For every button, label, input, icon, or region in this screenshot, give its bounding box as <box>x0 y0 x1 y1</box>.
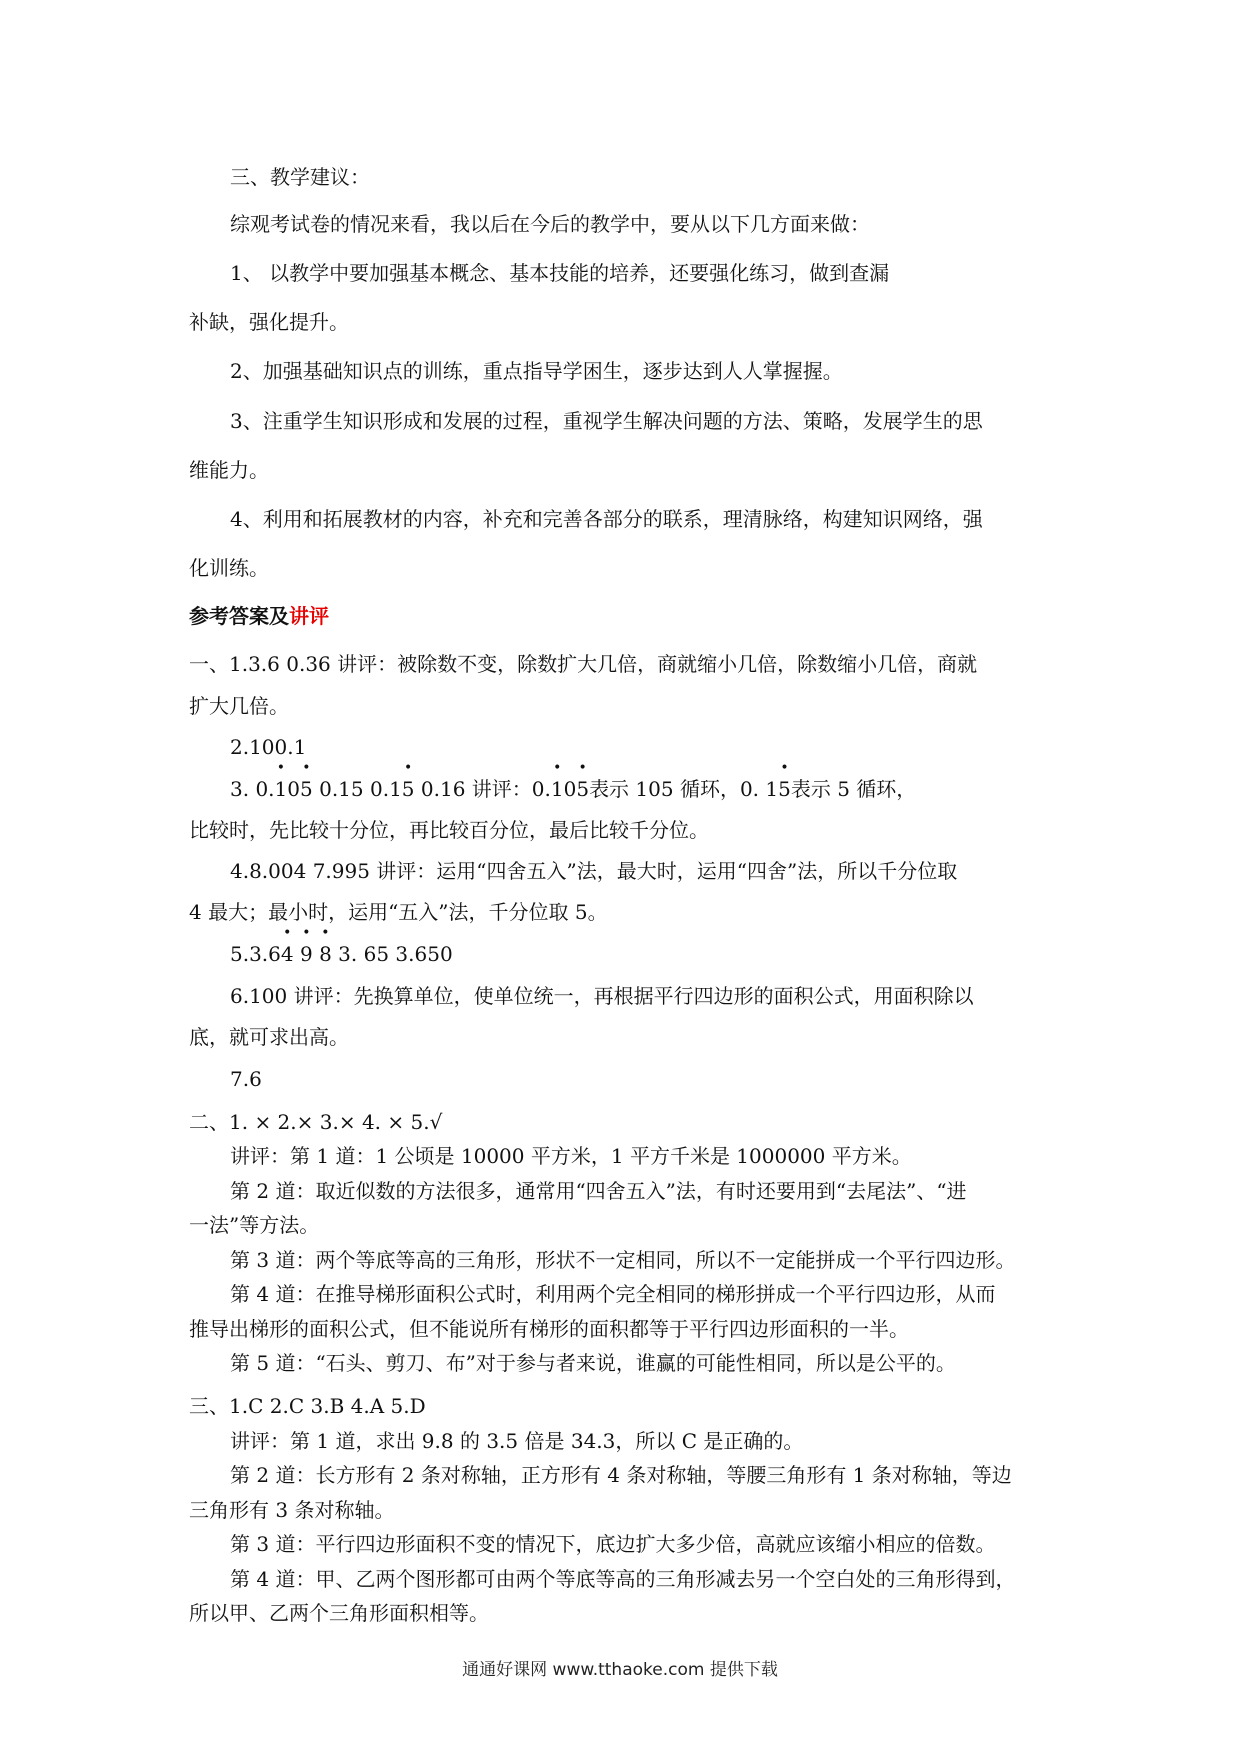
answer-1-1: 一、1.3.6 0.36 讲评：被除数不变，除数扩大几倍，商就缩小几倍，除数缩小几倍，商就 <box>189 652 978 676</box>
teaching-item-1-cont: 补缺，强化提升。 <box>189 310 349 334</box>
answer-1-4-cont: 4 最大；最小时，运用“五入”法，千分位取 5。 <box>189 900 608 924</box>
answer-3-comment-2-cont: 三角形有 3 条对称轴。 <box>189 1498 395 1522</box>
answer-1-3-text: 0 <box>563 777 577 801</box>
teaching-item-3-cont: 维能力。 <box>189 458 269 482</box>
page-footer: 通通好课网 www.tthaoke.com 提供下载 <box>462 1660 778 1680</box>
answer-1-3-text: 表示 105 循环，0. 1 <box>589 777 779 801</box>
answer-1-4: 4.8.004 7.995 讲评：运用“四舍五入”法，最大时，运用“四舍”法，所以千分位取 <box>230 859 958 883</box>
answer-2-comment-2: 第 2 道：取近似数的方法很多，通常用“四舍五入”法，有时还要用到“去尾法”、“进 <box>230 1179 967 1203</box>
teaching-intro: 综观考试卷的情况来看，我以后在今后的教学中，要从以下几方面来做： <box>230 212 870 236</box>
answer-3-comment-4: 第 4 道：甲、乙两个图形都可由两个等底等高的三角形减去另一个空白处的三角形得到， <box>230 1567 1016 1591</box>
answer-1-5-text: 3. 65 3.650 <box>331 942 453 966</box>
answer-2-key: 二、1. × 2.× 3.× 4. × 5.√ <box>189 1110 443 1134</box>
answers-title <box>189 602 329 630</box>
answer-2-comment-2-cont: 一法”等方法。 <box>189 1213 320 1237</box>
repeating-digit: • 5 <box>402 775 415 803</box>
answer-2-comment-4-cont: 推导出梯形的面积公式，但不能说所有梯形的面积都等于平行四边形面积的一半。 <box>189 1317 909 1341</box>
answer-1-3-text: 1 <box>389 777 402 801</box>
answer-1-2: 2.100.1 <box>230 735 307 759</box>
answer-3-comment-4-cont: 所以甲、乙两个三角形面积相等。 <box>189 1601 489 1625</box>
answers-title-black: 参考答案及 <box>189 604 289 628</box>
teaching-item-4-cont: 化训练。 <box>189 556 269 580</box>
repeating-digit: • 9 <box>300 940 313 968</box>
answer-1-3-text: 3. 0. <box>230 777 275 801</box>
teaching-item-4: 4、利用和拓展教材的内容，补充和完善各部分的联系，理清脉络，构建知识网络，强 <box>230 507 983 531</box>
answers-title-red: 讲评 <box>289 604 329 628</box>
repeating-digit: • 5 <box>576 775 589 803</box>
repeating-digit: • 5 <box>778 775 791 803</box>
repeating-digit: • 5 <box>300 775 313 803</box>
answer-1-5-text: 5.3.6 <box>230 942 281 966</box>
repeating-digit: • 1 <box>275 775 288 803</box>
answer-1-6-cont: 底，就可求出高。 <box>189 1025 349 1049</box>
teaching-item-3: 3、注重学生知识形成和发展的过程，重视学生解决问题的方法、策略，发展学生的思 <box>230 409 983 433</box>
answer-1-3-text: 0.15 0. <box>312 777 390 801</box>
answer-2-comment-5: 第 5 道：“石头、剪刀、布”对于参与者来说，谁赢的可能性相同，所以是公平的。 <box>230 1351 956 1375</box>
answer-1-6: 6.100 讲评：先换算单位，使单位统一，再根据平行四边形的面积公式，用面积除以 <box>230 984 974 1008</box>
answer-3-comment-3: 第 3 道：平行四边形面积不变的情况下，底边扩大多少倍，高就应该缩小相应的倍数。 <box>230 1532 996 1556</box>
answer-1-3 <box>230 775 916 803</box>
answer-1-3-cont: 比较时，先比较十分位，再比较百分位，最后比较千分位。 <box>189 818 709 842</box>
answer-2-comment-4: 第 4 道：在推导梯形面积公式时，利用两个完全相同的梯形拼成一个平行四边形，从而 <box>230 1282 996 1306</box>
answer-2-comment-1: 讲评：第 1 道：1 公顷是 10000 平方米，1 平方千米是 1000000 平方米。 <box>230 1144 912 1168</box>
answer-1-3-text: 0 <box>287 777 300 801</box>
answer-1-5 <box>230 940 453 968</box>
answer-1-7: 7.6 <box>230 1067 262 1091</box>
answer-3-comment-2: 第 2 道：长方形有 2 条对称轴，正方形有 4 条对称轴，等腰三角形有 1 条对称轴，等边 <box>230 1463 1012 1487</box>
section-heading-teaching: 三、教学建议： <box>230 165 370 189</box>
answer-1-3-text: 0.16 讲评：0. <box>414 777 551 801</box>
repeating-digit: • 4 <box>281 940 294 968</box>
teaching-item-2: 2、加强基础知识点的训练，重点指导学困生，逐步达到人人掌握握。 <box>230 359 843 383</box>
teaching-item-1: 1、 以教学中要加强基本概念、基本技能的培养，还要强化练习，做到查漏 <box>230 261 890 285</box>
answer-1-1-cont: 扩大几倍。 <box>189 694 289 718</box>
answer-2-comment-3: 第 3 道：两个等底等高的三角形，形状不一定相同，所以不一定能拼成一个平行四边形。 <box>230 1248 1016 1272</box>
answer-1-3-text: 表示 5 循环， <box>790 777 917 801</box>
repeating-digit: • 8 <box>319 940 332 968</box>
repeating-digit: • 1 <box>551 775 564 803</box>
answer-3-comment-1: 讲评：第 1 道，求出 9.8 的 3.5 倍是 34.3，所以 C 是正确的。 <box>230 1429 804 1453</box>
answer-3-key: 三、1.C 2.C 3.B 4.A 5.D <box>189 1394 426 1418</box>
